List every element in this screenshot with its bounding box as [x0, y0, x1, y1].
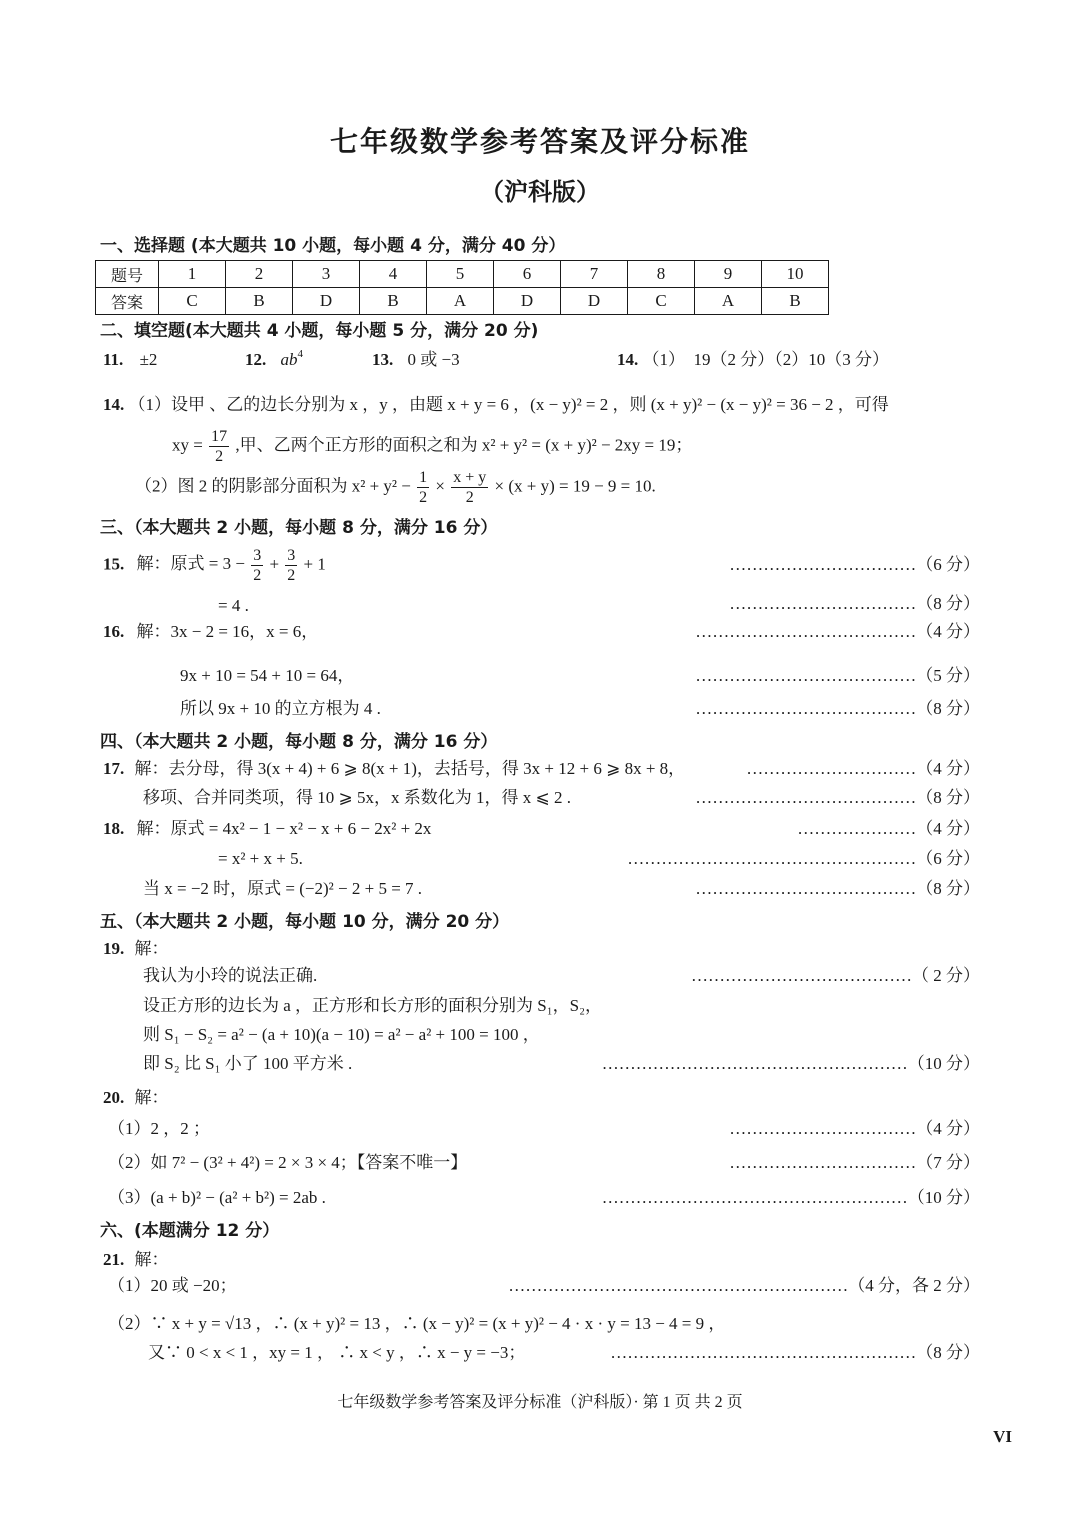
question-number: 14.: [103, 395, 125, 414]
page-mark: VI: [993, 1427, 1012, 1446]
solution-text: xy =: [172, 435, 203, 455]
fraction: $\frac{3}{2}$: [253, 547, 262, 584]
table-row-numbers: [96, 261, 829, 288]
section-fill-heading: 二、填空题(本大题共 4 小题，每小题 5 分，满分 20 分): [100, 321, 539, 341]
q16-line-3: 所以 9x + 10 的立方根为 4 .: [180, 699, 381, 718]
question-number: 15.: [103, 554, 125, 574]
score-marker: ……………………………………………（6 分）: [627, 849, 980, 868]
q19-line-1: 我认为小玲的说法正确.: [143, 966, 318, 985]
q14-line-3: [135, 468, 656, 507]
q19-line-0: [103, 940, 169, 957]
page-footer: 七年级数学参考答案及评分标准（沪科版）· 第 1 页 共 2 页: [337, 1394, 743, 1411]
q21-line-1: （1）20 或 −20；: [108, 1276, 237, 1295]
q21-line-3: 又∵ 0 < x < 1 ，xy = 1 ， ∴ x < y ，∴ x − y = −3；: [148, 1343, 526, 1362]
q18-line-2: = x² + x + 5.: [218, 849, 303, 868]
question-number: 20.: [103, 1088, 125, 1107]
operator: ×: [435, 476, 445, 496]
q20-line-0: [103, 1089, 169, 1106]
q19-line-4: 即 S₂ 比 S₁ 小了 100 平方米 .: [143, 1054, 353, 1073]
question-number: 19.: [103, 939, 125, 958]
q20-line-3: （3）(a + b)² − (a² + b²) = 2ab .: [108, 1188, 326, 1207]
question-number: 21.: [103, 1250, 125, 1269]
q19-line-2: 设正方形的边长为 a ，正方形和长方形的面积分别为 S₁，S₂，: [143, 996, 603, 1015]
table-cell: 7: [561, 261, 628, 288]
solution-text: （1）设甲 、乙的边长分别为 x ，y ，由题 x + y = 6 ，(x − y)² = 2 ，则 (x + y)² − (x − y)² = 36 − 2 ，可得: [128, 395, 889, 414]
table-header-cell: 题号: [96, 261, 159, 288]
solution-text: 解：: [134, 1250, 169, 1269]
section-4-heading: 四、（本大题共 2 小题，每小题 8 分，满分 16 分）: [100, 732, 498, 752]
fraction: $\frac{17}{2}$: [211, 428, 228, 465]
question-number: 12.: [245, 350, 267, 369]
q19-line-3: 则 S₁ − S₂ = a² − (a + 10)(a − 10) = a² − a² + 100 = 100 ，: [143, 1025, 540, 1044]
q20-line-1: （1）2 ，2 ；: [108, 1119, 210, 1138]
table-cell: A: [427, 288, 494, 315]
q17-line-1: [103, 760, 685, 777]
question-number: 18.: [103, 819, 125, 838]
section-6-heading: 六、(本题满分 12 分）: [100, 1221, 280, 1241]
solution-text: （2）图 2 的阴影部分面积为 x² + y² −: [135, 476, 411, 496]
table-cell: C: [628, 288, 695, 315]
answer-value: ±2: [139, 350, 158, 369]
q16-line-1: [103, 623, 318, 640]
answer-value: ab: [280, 350, 298, 369]
fill-answer-14: [617, 351, 889, 368]
table-cell: 8: [628, 261, 695, 288]
solution-text: ,甲、乙两个正方形的面积之和为 x² + y² = (x + y)² − 2xy = 19；: [235, 435, 693, 455]
table-cell: A: [695, 288, 762, 315]
section-choice-heading: 一、选择题 (本大题共 10 小题，每小题 4 分，满分 40 分）: [100, 236, 566, 256]
solution-text: 解：: [134, 1088, 169, 1107]
q14-line-2: [172, 427, 692, 466]
table-row-answers: [96, 288, 829, 315]
question-number: 14.: [617, 350, 639, 369]
q16-line-2: 9x + 10 = 54 + 10 = 64，: [180, 666, 355, 685]
solution-text: 解：3x − 2 = 16，x = 6，: [136, 622, 319, 641]
q15-line-1: [103, 546, 326, 585]
q21-line-2: （2）∵ x + y = √13 ，∴ (x + y)² = 13 ，∴ (x − y)² = (x + y)² − 4 · x · y = 13 − 4 = 9 ，: [108, 1314, 726, 1333]
score-marker: …………………………………（8 分）: [695, 788, 980, 807]
table-cell: D: [494, 288, 561, 315]
q20-line-2: （2）如 7² − (3² + 4²) = 2 × 3 × 4；【答案不唯一】: [108, 1153, 468, 1172]
score-marker: …………………………（4 分）: [746, 759, 980, 778]
table-cell: 2: [226, 261, 293, 288]
score-marker: …………………………………（8 分）: [695, 699, 980, 718]
table-cell: D: [293, 288, 360, 315]
table-cell: D: [561, 288, 628, 315]
choice-answer-table: [95, 260, 829, 315]
score-marker: ………………………………………………（10 分）: [601, 1054, 980, 1073]
score-marker: ……………………………（8 分）: [729, 594, 980, 613]
table-cell: 3: [293, 261, 360, 288]
q14-line-1: [103, 396, 889, 413]
score-marker: …………………………………（5 分）: [695, 666, 980, 685]
q18-line-1: [103, 820, 431, 837]
fraction: $\frac{3}{2}$: [287, 547, 296, 584]
solution-text: + 1: [303, 554, 326, 574]
solution-text: 解：去分母，得 3(x + 4) + 6 ⩾ 8(x + 1)，去括号，得 3x + 12 + 6 ⩾ 8x + 8，: [134, 759, 686, 778]
question-number: 13.: [372, 350, 394, 369]
operator: +: [269, 554, 280, 574]
fill-answer-11: [103, 351, 157, 368]
question-number: 16.: [103, 622, 125, 641]
solution-text: 解：原式 = 4x² − 1 − x² − x + 6 − 2x² + 2x: [136, 819, 432, 838]
fill-answer-13: [372, 351, 460, 368]
table-cell: 6: [494, 261, 561, 288]
q15-line-2: = 4 .: [218, 596, 249, 615]
score-marker: ………………………………………………（8 分）: [610, 1343, 980, 1362]
section-3-heading: 三、（本大题共 2 小题，每小题 8 分，满分 16 分）: [100, 518, 498, 538]
question-number: 17.: [103, 759, 125, 778]
table-header-cell: 答案: [96, 288, 159, 315]
table-cell: B: [762, 288, 829, 315]
score-marker: …………………………………（8 分）: [695, 879, 980, 898]
q18-line-3: 当 x = −2 时，原式 = (−2)² − 2 + 5 = 7 .: [143, 879, 423, 898]
solution-text: 解：: [134, 939, 169, 958]
page-title: 七年级数学参考答案及评分标准: [329, 125, 750, 158]
score-marker: ……………………………………………………（4 分，各 2 分）: [508, 1276, 980, 1295]
fraction: $\frac{x + y}{2}$: [453, 469, 487, 506]
table-cell: 4: [360, 261, 427, 288]
q17-line-2: 移项、合并同类项，得 10 ⩾ 5x，x 系数化为 1，得 x ⩽ 2 .: [143, 788, 571, 807]
score-marker: …………………（4 分）: [797, 819, 980, 838]
fraction: $\frac{1}{2}$: [419, 469, 428, 506]
table-cell: B: [226, 288, 293, 315]
score-marker: …………………………………（ 2 分）: [691, 966, 980, 985]
score-marker: ……………………………（4 分）: [729, 1119, 980, 1138]
fill-answer-12: 12. $ab^4$: [245, 348, 303, 369]
table-cell: C: [159, 288, 226, 315]
table-cell: 1: [159, 261, 226, 288]
question-number: 11.: [103, 350, 124, 369]
answer-value: 0 或 −3: [407, 350, 460, 369]
page-subtitle: （沪科版）: [480, 178, 600, 206]
section-5-heading: 五、（本大题共 2 小题，每小题 10 分，满分 20 分）: [100, 912, 510, 932]
answer-value: （1） 19（2 分）（2）10（3 分）: [642, 350, 889, 369]
table-cell: 5: [427, 261, 494, 288]
solution-text: × (x + y) = 19 − 9 = 10.: [494, 476, 656, 496]
score-marker: ……………………………（7 分）: [729, 1153, 980, 1172]
score-marker: ………………………………………………（10 分）: [601, 1188, 980, 1207]
table-cell: 9: [695, 261, 762, 288]
q21-line-0: [103, 1251, 169, 1268]
score-marker: …………………………………（4 分）: [695, 622, 980, 641]
solution-text: 解：原式 = 3 −: [136, 554, 245, 574]
table-cell: 10: [762, 261, 829, 288]
table-cell: B: [360, 288, 427, 315]
score-marker: ……………………………（6 分）: [729, 555, 980, 574]
